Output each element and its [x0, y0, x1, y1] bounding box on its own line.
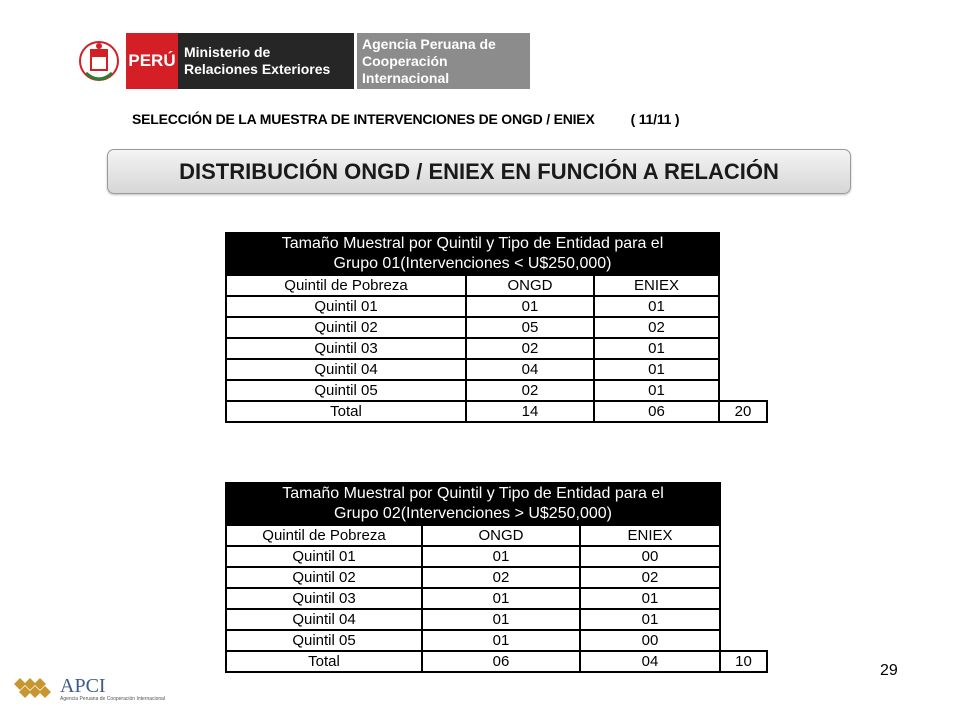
header-eniex: ENIEX — [594, 275, 719, 296]
cell-quintil: Quintil 01 — [226, 546, 422, 567]
table-row — [226, 338, 767, 359]
empty-cell — [719, 317, 767, 338]
empty-cell — [719, 233, 767, 275]
apci-logo — [12, 676, 165, 703]
header-logo-bar — [78, 33, 530, 89]
cell-ongd: 05 — [466, 317, 594, 338]
table-total-row — [226, 401, 767, 422]
empty-cell — [720, 483, 767, 525]
grand-total: 10 — [720, 651, 767, 672]
table-row — [226, 630, 767, 651]
table-row — [226, 609, 767, 630]
cell-quintil: Quintil 05 — [226, 630, 422, 651]
cell-quintil: Quintil 05 — [226, 380, 466, 401]
sample-table-group-01 — [225, 232, 768, 423]
cell-eniex: 00 — [580, 546, 720, 567]
apci-text — [60, 676, 165, 703]
total-ongd: 06 — [422, 651, 580, 672]
table-header-row — [226, 275, 767, 296]
empty-cell — [720, 609, 767, 630]
cell-quintil: Quintil 02 — [226, 567, 422, 588]
cell-eniex: 01 — [580, 609, 720, 630]
ministerio-label — [178, 33, 354, 89]
empty-cell — [719, 275, 767, 296]
cell-ongd: 02 — [466, 380, 594, 401]
coat-of-arms-icon — [78, 33, 120, 89]
cell-eniex: 01 — [594, 380, 719, 401]
empty-cell — [719, 380, 767, 401]
table-row — [226, 359, 767, 380]
empty-cell — [719, 338, 767, 359]
total-label: Total — [226, 401, 466, 422]
apci-logo-icon — [12, 676, 56, 700]
table-caption-row — [226, 483, 767, 525]
header-quintil: Quintil de Pobreza — [226, 525, 422, 546]
cell-ongd: 02 — [466, 338, 594, 359]
cell-eniex: 01 — [594, 359, 719, 380]
total-eniex: 04 — [580, 651, 720, 672]
caption-line1: Tamaño Muestral por Quintil y Tipo de Entidad para el — [281, 235, 664, 252]
agencia-line1: Agencia Peruana de — [362, 35, 496, 52]
empty-cell — [720, 525, 767, 546]
table-total-row — [226, 651, 767, 672]
table-header-row — [226, 525, 767, 546]
total-label: Total — [226, 651, 422, 672]
cell-ongd: 01 — [422, 588, 580, 609]
peru-label: PERÚ — [126, 33, 178, 89]
ministerio-line2: Relaciones Exteriores — [184, 61, 331, 77]
empty-cell — [720, 567, 767, 588]
cell-eniex: 02 — [580, 567, 720, 588]
cell-ongd: 01 — [422, 630, 580, 651]
page-number: 29 — [880, 662, 898, 679]
empty-cell — [719, 359, 767, 380]
cell-ongd: 02 — [422, 567, 580, 588]
table-row — [226, 380, 767, 401]
cell-eniex: 02 — [594, 317, 719, 338]
cell-quintil: Quintil 01 — [226, 296, 466, 317]
cell-ongd: 01 — [466, 296, 594, 317]
table-caption-row — [226, 233, 767, 275]
cell-ongd: 04 — [466, 359, 594, 380]
slide-title: DISTRIBUCIÓN ONGD / ENIEX EN FUNCIÓN A RELACIÓN — [107, 149, 851, 194]
agencia-line2: Cooperación Internacional — [362, 52, 450, 86]
table-row — [226, 567, 767, 588]
header-ongd: ONGD — [422, 525, 580, 546]
caption-line2: Grupo 02(Intervenciones > U$250,000) — [334, 505, 612, 522]
table-row — [226, 546, 767, 567]
header-quintil: Quintil de Pobreza — [226, 275, 466, 296]
cell-quintil: Quintil 04 — [226, 359, 466, 380]
cell-ongd: 01 — [422, 609, 580, 630]
cell-quintil: Quintil 04 — [226, 609, 422, 630]
cell-eniex: 01 — [594, 338, 719, 359]
caption-line2: Grupo 01(Intervenciones < U$250,000) — [333, 255, 612, 272]
empty-cell — [720, 630, 767, 651]
header-eniex: ENIEX — [580, 525, 720, 546]
cell-eniex: 01 — [580, 588, 720, 609]
empty-cell — [720, 546, 767, 567]
header-ongd: ONGD — [466, 275, 594, 296]
sample-table-group-02 — [225, 482, 768, 673]
agencia-label — [357, 33, 530, 89]
table-caption — [226, 233, 719, 275]
cell-eniex: 01 — [594, 296, 719, 317]
ministerio-line1: Ministerio de — [184, 44, 271, 60]
total-eniex: 06 — [594, 401, 719, 422]
table-caption — [226, 483, 720, 525]
grand-total: 20 — [719, 401, 767, 422]
slide-subtitle — [132, 111, 679, 127]
subtitle-text: SELECCIÓN DE LA MUESTRA DE INTERVENCIONES DE ONGD / ENIEX — [132, 111, 595, 127]
total-ongd: 14 — [466, 401, 594, 422]
empty-cell — [720, 588, 767, 609]
empty-cell — [719, 296, 767, 317]
table-row — [226, 588, 767, 609]
apci-subtitle: Agencia Peruana de Cooperación Internacional — [60, 696, 166, 702]
cell-ongd: 01 — [422, 546, 580, 567]
table-row — [226, 296, 767, 317]
cell-quintil: Quintil 03 — [226, 338, 466, 359]
subtitle-page-ref: ( 11/11 ) — [630, 111, 680, 127]
table-row — [226, 317, 767, 338]
cell-eniex: 00 — [580, 630, 720, 651]
caption-line1: Tamaño Muestral por Quintil y Tipo de Entidad para el — [282, 485, 664, 502]
cell-quintil: Quintil 03 — [226, 588, 422, 609]
cell-quintil: Quintil 02 — [226, 317, 466, 338]
apci-name: APCI — [60, 675, 106, 697]
